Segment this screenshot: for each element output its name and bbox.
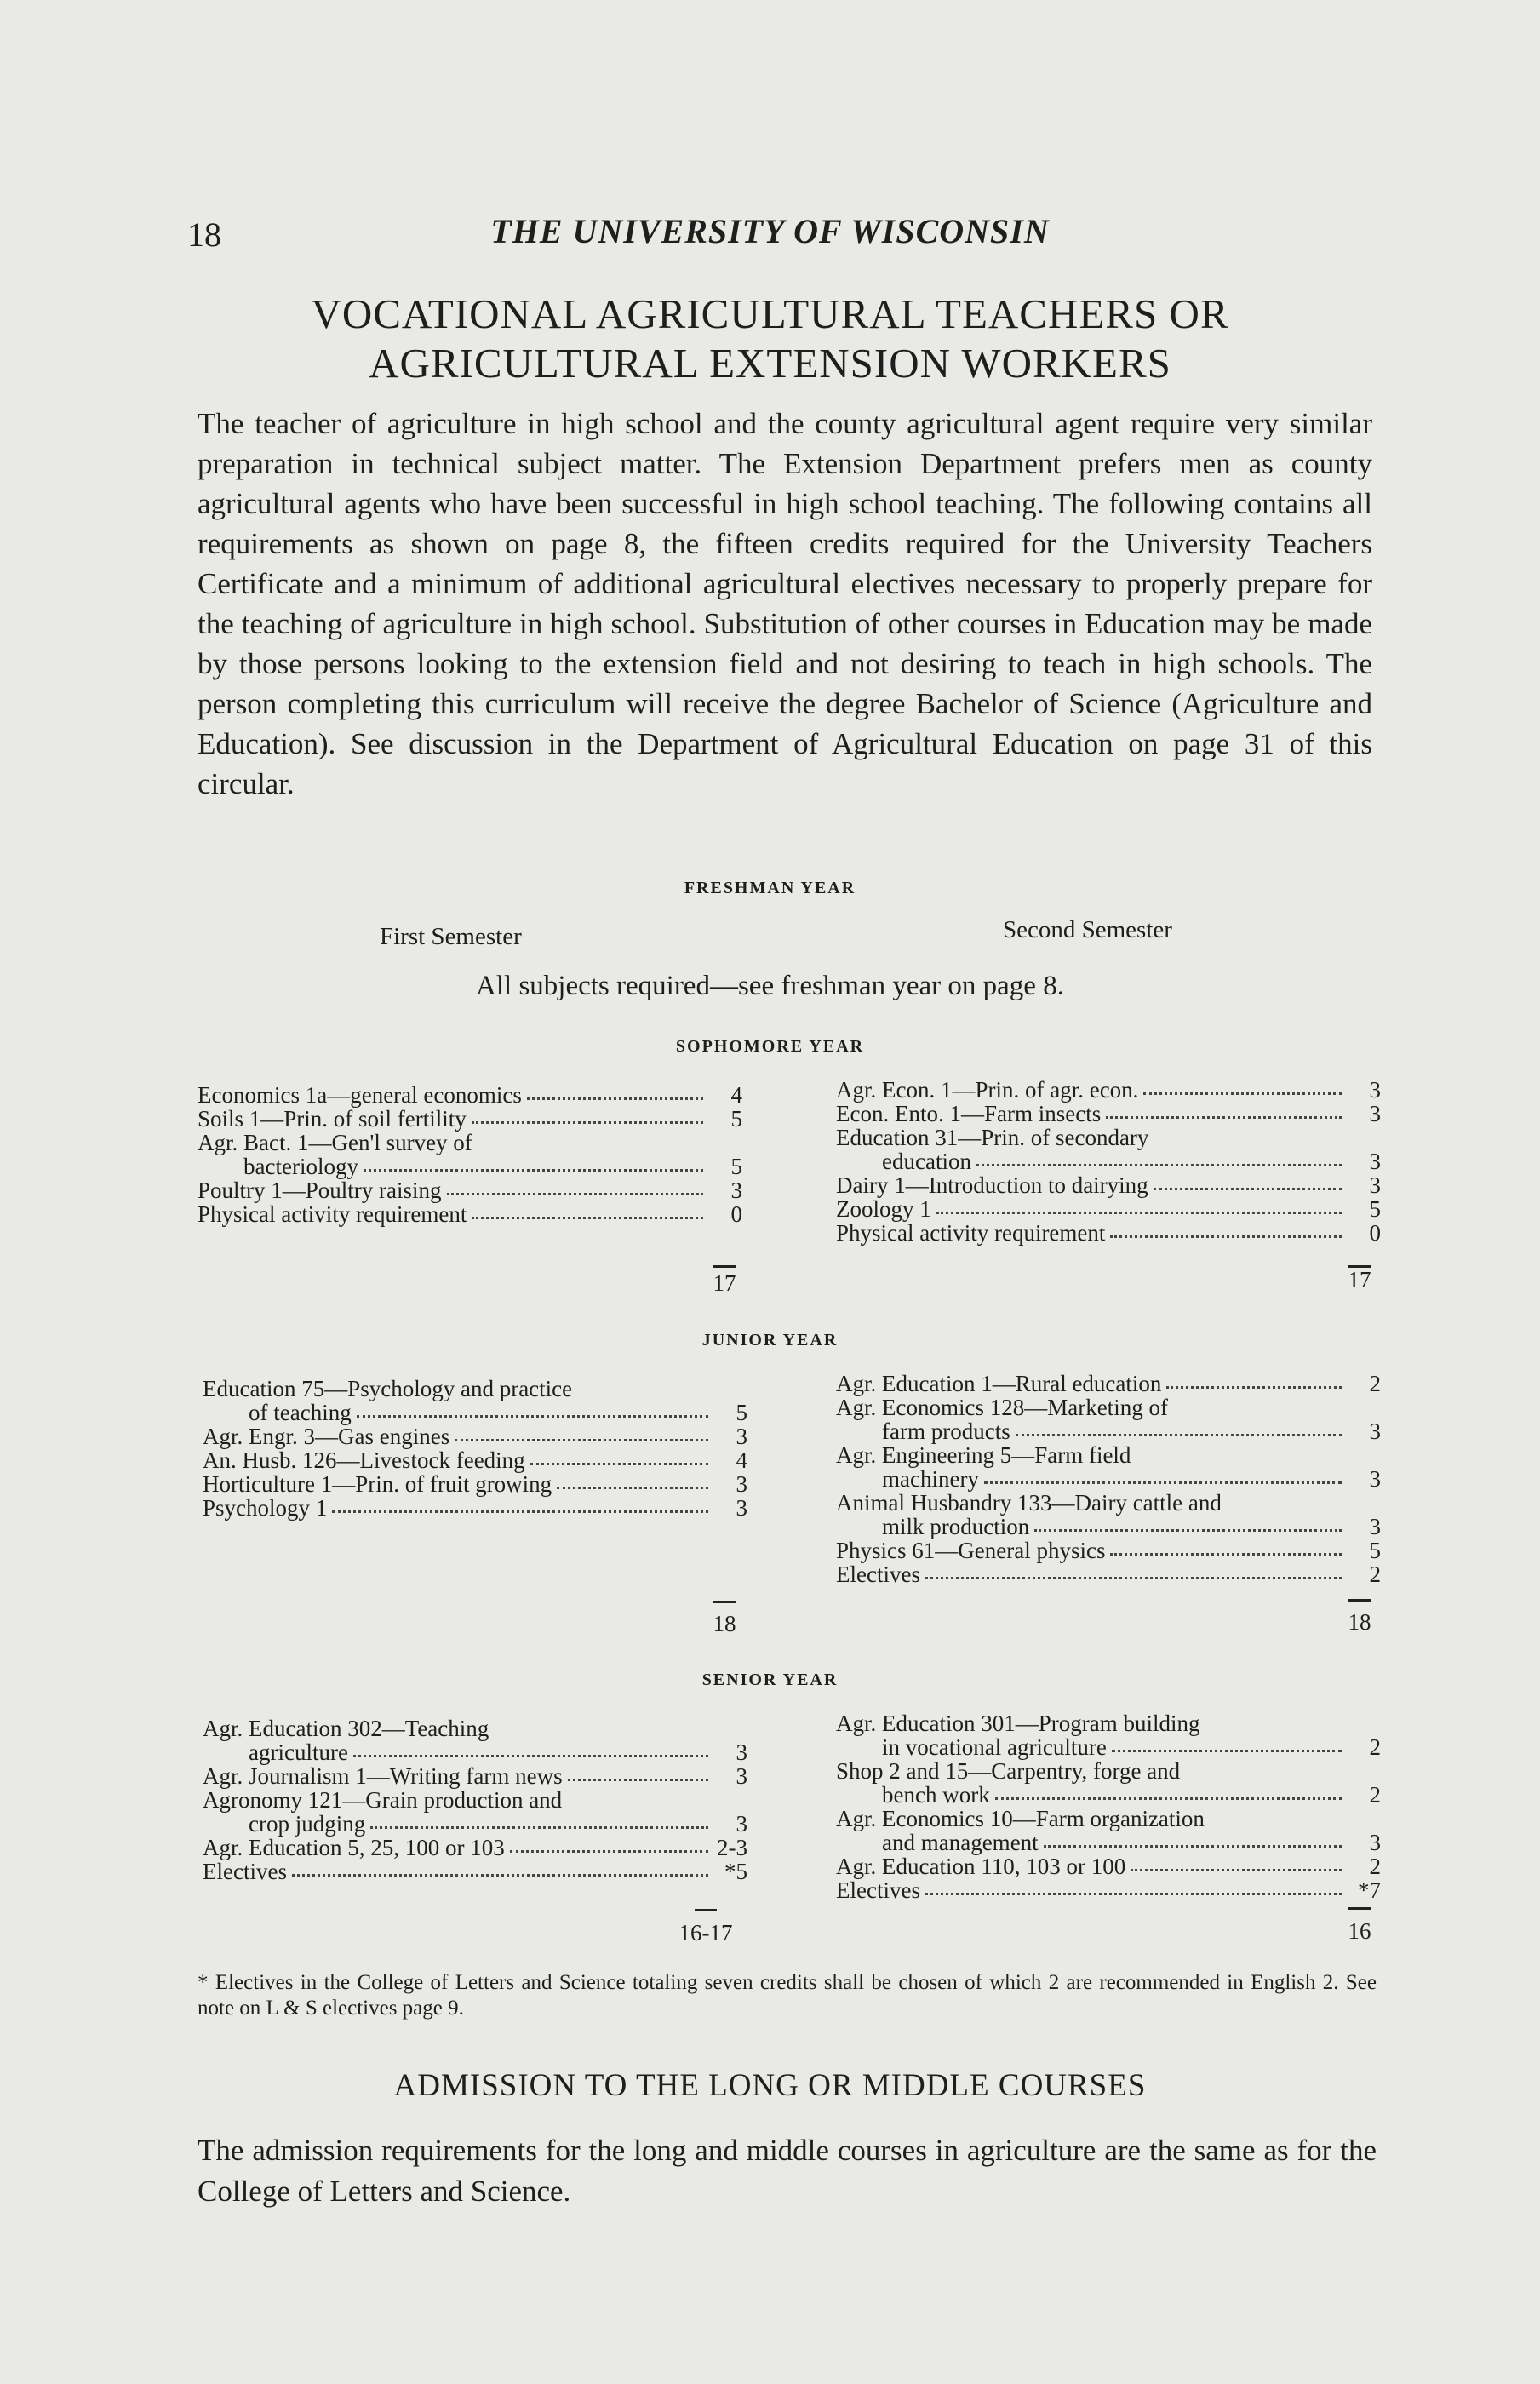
course-label: Zoology 1 [836, 1196, 931, 1222]
course-row [203, 1472, 747, 1496]
leader-dots [1154, 1188, 1342, 1190]
leader-dots [1112, 1750, 1342, 1752]
course-row [836, 1562, 1381, 1586]
course-row [203, 1496, 747, 1520]
course-row [836, 1149, 1381, 1173]
course-row [836, 1078, 1381, 1102]
course-credits: 5 [1369, 1538, 1381, 1563]
course-credits: 3 [736, 1424, 747, 1449]
course-row [836, 1419, 1381, 1443]
course-label: Agr. Engineering 5—Farm field [836, 1442, 1131, 1468]
course-label: Education 31—Prin. of secondary [836, 1125, 1149, 1150]
course-label: Agr. Education 110, 103 or 100 [836, 1854, 1126, 1879]
intro-paragraph: The teacher of agriculture in high school and the county agricultural agent require very similar preparation in technical subject matter. The Extension Department prefers men as county agricultural agents who have been successful in high school teaching. The following contains all requirements as shown on page 8, the fifteen credits required for the University Teachers Certificate and a minimum of additional agricultural electives necessary to properly prepare for the teaching of agriculture in high school. Substitution of other courses in Education may be made by those persons looking to the extension field and not desiring to teach in high schools. The person completing this curriculum will receive the degree Bachelor of Science (Agriculture and Education). See discussion in the Department of Agricultural Education on page 31 of this circular. [198, 407, 1372, 800]
total-rule [713, 1265, 736, 1268]
course-row [198, 1155, 742, 1178]
course-credits: *5 [724, 1859, 747, 1884]
sophomore-second-total: 17 [1348, 1267, 1371, 1292]
sophomore-first-semester [198, 1083, 742, 1226]
course-row [203, 1764, 747, 1788]
course-label-continued: milk production [882, 1514, 1030, 1539]
junior-first-semester [203, 1377, 747, 1520]
course-row [836, 1221, 1381, 1245]
course-label: Agr. Education 1—Rural education [836, 1371, 1162, 1396]
leader-dots [472, 1121, 703, 1124]
course-credits: 0 [1369, 1220, 1381, 1246]
course-row [836, 1467, 1381, 1491]
second-semester-label: Second Semester [1003, 916, 1172, 943]
admission-heading: ADMISSION TO THE LONG OR MIDDLE COURSES [393, 2068, 1147, 2103]
course-row [836, 1854, 1381, 1878]
course-row [836, 1735, 1381, 1759]
leader-dots [455, 1439, 708, 1441]
leader-dots [925, 1893, 1342, 1895]
first-semester-label: First Semester [380, 923, 522, 950]
course-credits: 3 [736, 1811, 747, 1837]
course-label-continued: and management [882, 1830, 1039, 1855]
leader-dots [292, 1874, 708, 1877]
course-credits: *7 [1358, 1877, 1381, 1903]
course-credits: 3 [1369, 1514, 1381, 1539]
sophomore-first-total: 17 [713, 1270, 736, 1296]
leader-dots [447, 1193, 703, 1195]
senior-heading: SENIOR YEAR [701, 1671, 839, 1689]
leader-dots [353, 1755, 708, 1757]
course-credits: 3 [1369, 1149, 1381, 1174]
leader-dots [527, 1097, 703, 1100]
course-label: An. Husb. 126—Livestock feeding [203, 1447, 525, 1473]
leader-dots [1110, 1553, 1342, 1556]
course-credits: 5 [1369, 1196, 1381, 1222]
course-row [836, 1372, 1381, 1395]
course-label: Agr. Education 302—Teaching [203, 1716, 489, 1741]
course-row [836, 1515, 1381, 1539]
course-label: Agr. Econ. 1—Prin. of agr. econ. [836, 1077, 1139, 1103]
leader-dots [1166, 1386, 1342, 1389]
course-label: Agr. Bact. 1—Gen'l survey of [198, 1130, 472, 1155]
course-label-continued: education [882, 1149, 971, 1174]
course-row [836, 1831, 1381, 1854]
course-label-continued: farm products [882, 1418, 1010, 1444]
total-rule [1348, 1599, 1371, 1602]
course-row [203, 1448, 747, 1472]
page-title [170, 289, 1370, 388]
course-credits: 5 [736, 1400, 747, 1425]
course-label-continued: machinery [882, 1466, 979, 1492]
course-credits: 3 [736, 1471, 747, 1497]
course-row [198, 1202, 742, 1226]
leader-dots [1044, 1845, 1342, 1848]
course-credits: 2-3 [717, 1835, 747, 1860]
leader-dots [1034, 1529, 1342, 1532]
course-row [836, 1878, 1381, 1902]
course-credits: 5 [730, 1154, 742, 1179]
course-credits: 3 [1369, 1101, 1381, 1126]
leader-dots [995, 1797, 1342, 1800]
course-row [203, 1860, 747, 1883]
senior-first-semester [203, 1716, 747, 1883]
freshman-note: All subjects required—see freshman year on page 8. [476, 971, 1064, 1001]
course-credits: 2 [1369, 1562, 1381, 1587]
course-label: Electives [203, 1859, 287, 1884]
course-credits: 2 [1369, 1734, 1381, 1760]
leader-dots [984, 1481, 1342, 1484]
course-credits: 3 [730, 1178, 742, 1203]
course-credits: 3 [1369, 1077, 1381, 1103]
course-label: Physical activity requirement [836, 1220, 1106, 1246]
senior-second-total: 16 [1348, 1918, 1371, 1944]
course-label: Agr. Education 301—Program building [836, 1711, 1200, 1736]
course-credits: 3 [1369, 1418, 1381, 1444]
course-label-continued: agriculture [249, 1739, 348, 1765]
course-label: Physics 61—General physics [836, 1538, 1106, 1563]
course-row [198, 1178, 742, 1202]
leader-dots [557, 1487, 708, 1489]
course-row [203, 1424, 747, 1448]
course-label: Dairy 1—Introduction to dairying [836, 1172, 1148, 1198]
leader-dots [936, 1212, 1342, 1214]
leader-dots [1106, 1116, 1342, 1119]
admission-paragraph: The admission requirements for the long and middle courses in agriculture are the same as for the College of Letters and Science. [198, 2134, 1377, 2208]
course-row [836, 1197, 1381, 1221]
junior-heading: JUNIOR YEAR [701, 1331, 839, 1350]
leader-dots [357, 1415, 708, 1418]
course-row [836, 1173, 1381, 1197]
course-credits: 3 [736, 1763, 747, 1789]
course-credits: 5 [730, 1106, 742, 1132]
senior-first-total: 16-17 [678, 1920, 733, 1946]
course-label-continued: bench work [882, 1782, 990, 1808]
course-label: Agr. Economics 128—Marketing of [836, 1395, 1168, 1420]
freshman-heading: FRESHMAN YEAR [684, 879, 856, 897]
course-label: Agr. Economics 10—Farm organization [836, 1806, 1205, 1831]
junior-first-total: 18 [713, 1611, 736, 1636]
course-label: Physical activity requirement [198, 1201, 467, 1227]
course-label-continued: in vocational agriculture [882, 1734, 1107, 1760]
course-credits: 2 [1369, 1371, 1381, 1396]
course-label: Shop 2 and 15—Carpentry, forge and [836, 1758, 1181, 1784]
course-label: Econ. Ento. 1—Farm insects [836, 1101, 1102, 1126]
course-credits: 3 [736, 1739, 747, 1765]
leader-dots [332, 1510, 708, 1513]
course-row [198, 1083, 742, 1107]
course-label: Horticulture 1—Prin. of fruit growing [203, 1471, 552, 1497]
total-rule [713, 1601, 736, 1603]
leader-dots [1131, 1869, 1342, 1871]
course-label: Electives [836, 1877, 920, 1903]
course-label: Agr. Engr. 3—Gas engines [203, 1424, 450, 1449]
junior-second-semester [836, 1372, 1381, 1586]
course-credits: 0 [730, 1201, 742, 1227]
course-label: Animal Husbandry 133—Dairy cattle and [836, 1490, 1222, 1516]
total-rule [1348, 1907, 1371, 1910]
course-row [836, 1783, 1381, 1807]
course-credits: 4 [730, 1082, 742, 1108]
leader-dots [472, 1217, 703, 1219]
course-label: Education 75—Psychology and practice [203, 1376, 573, 1401]
page-title-line-1: VOCATIONAL AGRICULTURAL TEACHERS OR [311, 290, 1229, 337]
course-label-continued: crop judging [249, 1811, 366, 1837]
leader-dots [370, 1826, 708, 1829]
course-row [198, 1107, 742, 1131]
sophomore-heading: SOPHOMORE YEAR [675, 1037, 865, 1056]
leader-dots [364, 1169, 703, 1172]
course-row [836, 1102, 1381, 1126]
course-label: Agr. Education 5, 25, 100 or 103 [203, 1835, 505, 1860]
course-credits: 2 [1369, 1782, 1381, 1808]
course-row [203, 1740, 747, 1764]
leader-dots [530, 1463, 708, 1465]
course-label-continued: of teaching [249, 1400, 352, 1425]
leader-dots [568, 1779, 708, 1781]
course-label: Agronomy 121—Grain production and [203, 1787, 563, 1813]
course-label: Electives [836, 1562, 920, 1587]
leader-dots [1110, 1235, 1342, 1238]
total-rule [695, 1909, 717, 1911]
course-row [203, 1812, 747, 1836]
leader-dots [1016, 1434, 1342, 1436]
course-row [203, 1401, 747, 1424]
course-credits: 3 [1369, 1172, 1381, 1198]
page-number: 18 [187, 215, 221, 254]
course-label: Soils 1—Prin. of soil fertility [198, 1106, 467, 1132]
course-credits: 3 [1369, 1466, 1381, 1492]
course-credits: 2 [1369, 1854, 1381, 1879]
course-label: Psychology 1 [203, 1495, 328, 1521]
course-label-continued: bacteriology [243, 1154, 358, 1179]
course-credits: 4 [736, 1447, 747, 1473]
leader-dots [976, 1164, 1342, 1166]
course-label: Poultry 1—Poultry raising [198, 1178, 442, 1203]
course-label: Agr. Journalism 1—Writing farm news [203, 1763, 563, 1789]
course-credits: 3 [1369, 1830, 1381, 1855]
running-title: THE UNIVERSITY OF WISCONSIN [490, 212, 1050, 250]
course-row [836, 1539, 1381, 1562]
leader-dots [510, 1850, 708, 1853]
course-label: Economics 1a—general economics [198, 1082, 522, 1108]
leader-dots [925, 1577, 1342, 1579]
course-row [203, 1836, 747, 1860]
course-credits: 3 [736, 1495, 747, 1521]
senior-second-semester [836, 1711, 1381, 1902]
footnote: * Electives in the College of Letters and Science totaling seven credits shall be chosen of which 2 are recommended in English 2. See note on L & S electives page 9. [198, 1971, 1377, 2020]
sophomore-second-semester [836, 1078, 1381, 1245]
page-title-line-2: AGRICULTURAL EXTENSION WORKERS [369, 340, 1171, 387]
junior-second-total: 18 [1348, 1609, 1371, 1635]
leader-dots [1143, 1092, 1342, 1095]
